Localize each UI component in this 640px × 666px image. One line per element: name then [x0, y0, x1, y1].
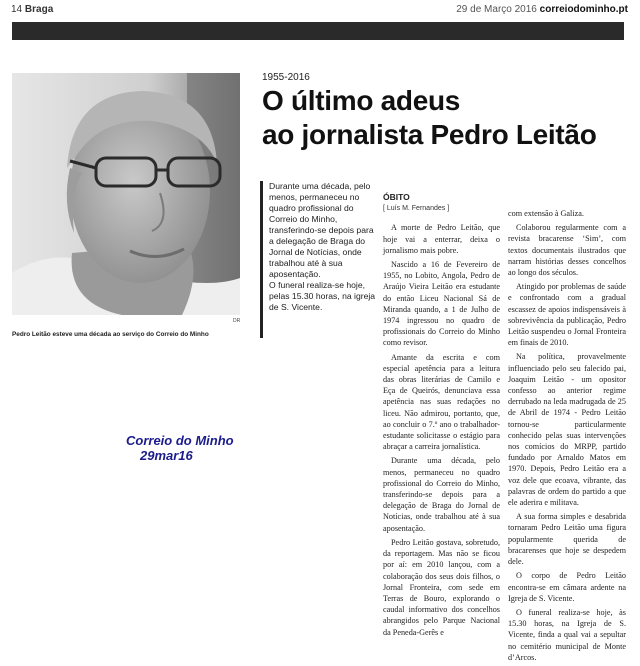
body-paragraph: A sua forma simples e desabrida tornaram Pedro Leitão uma figura popularmente querida de bracarenses que hoje se despedem dele.	[508, 512, 626, 567]
body-paragraph: Durante uma década, pelo menos, permaneceu no quadro profissional do Correio do Minho, transferindo-se depois para a delegação de Braga do Jornal de Notícias, onde trabalhou até à sua aposentação.	[383, 456, 500, 533]
issue-date: 29 de Março 2016	[456, 4, 537, 15]
site-name: correiodominho.pt	[539, 4, 628, 15]
body-paragraph: Atingido por problemas de saúde e confrontado com a gradual escassez de apoios indispensáveis à sobrevivência da publicação, Pedro Leitão suspendeu o Jornal Fronteira em finais de 2010.	[508, 282, 626, 348]
lead-paragraph: Durante uma década, pelo menos, permaneceu no quadro profissional do Correio do Minho, transferindo-se depois para a delegação de Braga do Jornal de Notícias, onde trabalhou até à sua aposentação.	[269, 181, 374, 279]
body-paragraph: A morte de Pedro Leitão, que hoje vai a enterrar, deixa o jornalismo mais pobre.	[383, 223, 500, 255]
header-bar	[12, 22, 624, 40]
portrait-illustration	[12, 73, 240, 315]
photo-caption: Pedro Leitão esteve uma década ao serviço do Correio do Minho	[12, 331, 209, 338]
article-kicker: 1955-2016	[262, 72, 310, 83]
body-paragraph: O corpo de Pedro Leitão encontra-se em câmara ardente na Igreja de S. Vicente.	[508, 571, 626, 603]
byline: [ Luís M. Fernandes ]	[383, 205, 450, 213]
article-lead	[260, 181, 379, 338]
body-paragraph: com extensão à Galiza.	[508, 209, 584, 218]
article-column-2	[508, 208, 626, 666]
clipping-date-stamp: 29mar16	[140, 448, 193, 463]
body-paragraph: Na política, provavelmente influenciado pelo seu falecido pai, Joaquim Leitão - um opositor confesso ao anterior regime derrubado na leda madrugada de 25 de Abril de 1974 - Pedro Leitão tornou-se particularmente conhecido pelas suas intervenções nos comícios do MRPP, partido fundado por Arnaldo Matos em 1970. Depois, Pedro Leitão era a voz dele que ecoava, vibrante, das palavras de ordem do partido a que ele aderira e militava.	[508, 352, 626, 508]
article-headline	[262, 84, 632, 152]
body-paragraph: Amante da escrita e com especial apetência para a leitura das obras literárias de Camilo e Eça de Queirós, denunciava essa apetência nas suas redações no liceu. Não admirou, portanto, que, ao concluir o 7.º ano o trabalhador-estudante solicitasse o estágio para abraçar a carreira jornalística.	[383, 352, 500, 452]
photo-credit: DR	[233, 318, 241, 324]
body-paragraph: O funeral realiza-se hoje, às 15.30 horas, na Igreja de S. Vicente, finda a qual vai a sepultar no cemitério municipal de Monte d’Arcos.	[508, 607, 626, 662]
headline-line-1: O último adeus	[262, 85, 461, 116]
body-paragraph: Nascido a 16 de Fevereiro de 1955, no Lobito, Angola, Pedro de Araújo Vieira Leitão era estudante do então Liceu Nacional Sá de Miranda quando, a 1 de Julho de 1974 ingressou no quadro de profissionais do Correio do Minho como revisor.	[383, 260, 500, 348]
page-header-right	[456, 4, 628, 15]
page-number: 14	[11, 4, 23, 15]
section-label: ÓBITO	[383, 192, 410, 202]
body-paragraph: Pedro Leitão gostava, sobretudo, da reportagem. Mas não se ficou por aí: em 2010 lançou, com a colaboração dos seus dois filhos, o Jornal Fronteira, com sede em Terras de Bouro, explorando o caudal informativo dos concelhos abrangidos pelo Parque Nacional da Peneda-Gerês e	[383, 537, 500, 637]
clipping-source-stamp: Correio do Minho	[126, 433, 234, 448]
headline-line-2: ao jornalista Pedro Leitão	[262, 119, 597, 150]
body-paragraph: Colaborou regularmente com a revista bracarense ‘Sim’, com textos documentais ilustrados que narram histórias desses concelhos ao longo dos séculos.	[508, 223, 626, 278]
article-column-1	[383, 192, 500, 641]
section-name: Braga	[24, 4, 54, 15]
lead-paragraph: O funeral realiza-se hoje, pelas 15.30 horas, na igreja de S. Vicente.	[269, 280, 376, 312]
page-header-left	[11, 4, 53, 15]
portrait-photo	[12, 73, 240, 315]
